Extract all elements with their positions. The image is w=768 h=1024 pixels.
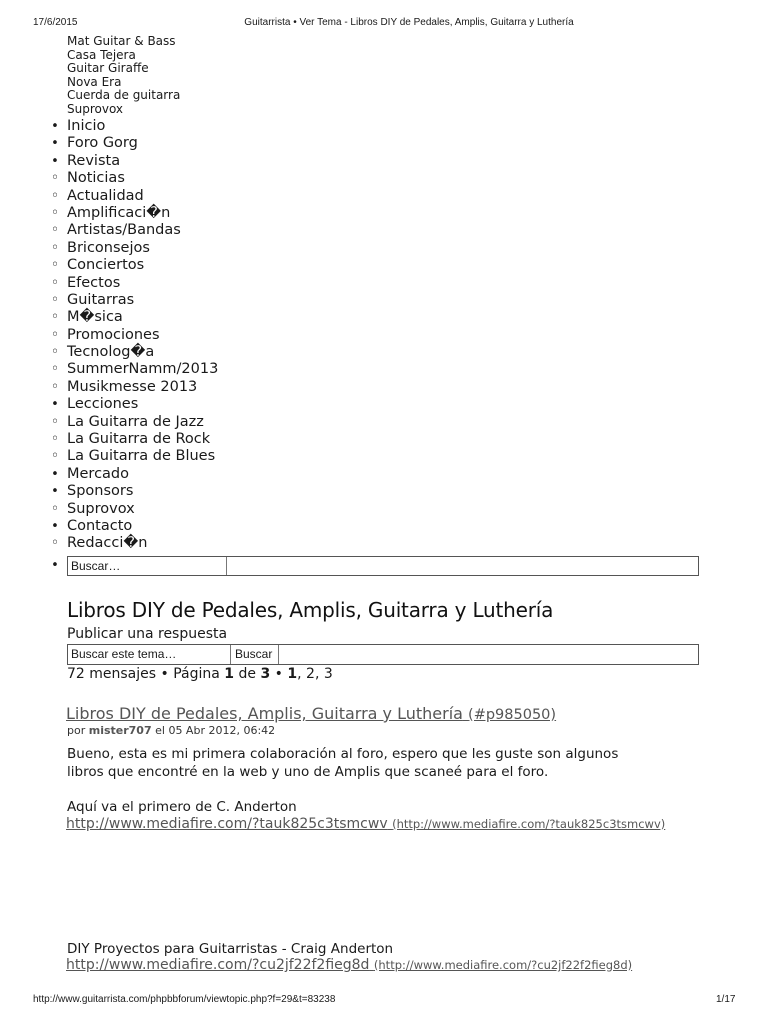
nav-item-label: Inicio [67, 118, 106, 134]
partner-list [67, 35, 180, 117]
nav-item[interactable] [49, 448, 218, 465]
list-bullet: • [51, 558, 59, 573]
nav-item-label: Foro Gorg [67, 135, 138, 152]
post-body-line: Bueno, esta es mi primera colaboración al foro, espero que les guste son algunos [67, 746, 619, 762]
topic-search-form [67, 644, 699, 665]
nav-item[interactable] [49, 466, 218, 483]
nav-item[interactable] [49, 483, 218, 500]
nav-item-label: Musikmesse 2013 [67, 378, 198, 395]
nav-item[interactable] [49, 170, 218, 187]
current-page-number: 1 [224, 666, 235, 682]
nav-item[interactable] [49, 257, 218, 274]
total-pages-number: 3 [260, 666, 271, 682]
nav-item-label: Mercado [67, 465, 130, 482]
print-url: http://www.guitarrista.com/phpbbforum/viewtopic.php?f=29&t=83238 [33, 994, 336, 1005]
list-bullet: ◦ [50, 344, 60, 361]
page-link[interactable]: 3 [323, 666, 333, 682]
list-bullet: ◦ [50, 326, 60, 343]
post-body-line: DIY Proyectos para Guitarristas - Craig Anderton [67, 941, 394, 957]
list-bullet: • [51, 153, 59, 169]
list-bullet: ◦ [50, 431, 60, 448]
nav-item-label: Conciertos [67, 257, 145, 274]
list-bullet: ◦ [50, 291, 60, 308]
nav-item[interactable] [49, 501, 218, 518]
site-search-form [67, 556, 699, 576]
download-link[interactable] [66, 816, 665, 832]
list-bullet: ◦ [50, 222, 60, 239]
pagination-separator: • [270, 666, 288, 682]
list-bullet: • [51, 119, 59, 134]
nav-item[interactable] [49, 309, 218, 326]
topic-title: Libros DIY de Pedales, Amplis, Guitarra y Luthería [67, 598, 554, 622]
list-bullet: • [51, 397, 59, 413]
nav-item-label: La Guitarra de Rock [67, 431, 211, 448]
nav-item[interactable] [49, 135, 218, 152]
list-bullet: • [51, 484, 59, 500]
download-link[interactable] [66, 957, 632, 973]
list-bullet: ◦ [50, 187, 60, 204]
list-bullet: ◦ [50, 309, 60, 326]
nav-item[interactable] [49, 414, 218, 431]
list-bullet: ◦ [50, 274, 60, 291]
list-bullet: ◦ [50, 535, 60, 552]
print-header [0, 17, 768, 31]
page-link-current: 1 [287, 666, 298, 682]
download-link-text: http://www.mediafire.com/?cu2jf22f2fieg8d [66, 957, 370, 973]
nav-item-label: M�sica [67, 309, 123, 326]
list-bullet: ◦ [50, 500, 60, 517]
partner-link[interactable]: Guitar Giraffe [67, 61, 149, 76]
nav-item-label: Suprovox [67, 500, 135, 517]
list-bullet: • [51, 518, 59, 534]
nav-item-label: Lecciones [67, 396, 139, 413]
partner-link[interactable]: Nova Era [67, 74, 122, 89]
nav-item[interactable] [49, 188, 218, 205]
download-link-url: (http://www.mediafire.com/?tauk825c3tsmcwv) [392, 817, 666, 831]
post-title-link[interactable] [66, 704, 556, 723]
nav-item-label: Noticias [67, 170, 125, 187]
topic-search-input[interactable]: Buscar este tema… [68, 645, 231, 664]
list-bullet: • [51, 466, 59, 482]
post-count-text: 72 mensajes • Página [67, 666, 225, 682]
download-link-text: http://www.mediafire.com/?tauk825c3tsmcwv [66, 816, 388, 832]
list-bullet: ◦ [50, 378, 60, 395]
partner-link[interactable]: Casa Tejera [67, 47, 136, 62]
print-document-title: Guitarrista • Ver Tema - Libros DIY de Pedales, Amplis, Guitarra y Luthería [244, 17, 574, 28]
nav-item-label: Artistas/Bandas [67, 222, 181, 239]
nav-item-label: Guitarras [67, 291, 135, 308]
list-bullet: ◦ [50, 448, 60, 465]
nav-item[interactable] [49, 118, 218, 135]
partner-link[interactable]: Suprovox [67, 101, 124, 116]
list-bullet: ◦ [50, 413, 60, 430]
nav-item-label: Sponsors [67, 483, 134, 500]
post-author-link[interactable]: mister707 [88, 724, 152, 737]
nav-item[interactable] [49, 344, 218, 361]
nav-item-label: La Guitarra de Blues [67, 448, 216, 465]
post-body-line: Aquí va el primero de C. Anderton [67, 799, 297, 815]
list-bullet: • [51, 136, 59, 152]
topic-search-button[interactable]: Buscar [232, 645, 279, 664]
nav-item[interactable] [49, 240, 218, 257]
post-reply-link[interactable]: Publicar una respuesta [67, 626, 228, 642]
nav-item-label: Efectos [67, 274, 121, 291]
nav-item-label: Redacci�n [67, 535, 148, 552]
site-search-input[interactable]: Buscar… [68, 557, 227, 575]
nav-item[interactable] [49, 222, 218, 239]
post-date: el 05 Abr 2012, 06:42 [151, 724, 276, 737]
list-bullet: ◦ [50, 361, 60, 378]
nav-item-label: Actualidad [67, 187, 144, 204]
list-bullet: ◦ [50, 204, 60, 221]
nav-item-label: Amplificaci�n [67, 204, 171, 221]
nav-item[interactable] [49, 205, 218, 222]
main-navigation [49, 118, 218, 553]
partner-link[interactable]: Cuerda de guitarra [67, 88, 181, 103]
download-link-url: (http://www.mediafire.com/?cu2jf22f2fieg8d) [373, 958, 633, 972]
post-body-line: libros que encontré en la web y uno de Amplis que scaneé para el foro. [67, 764, 549, 780]
nav-item-label: Tecnolog�a [67, 344, 155, 361]
nav-item-label: Contacto [67, 517, 133, 534]
nav-item[interactable] [49, 379, 218, 396]
print-date: 17/6/2015 [33, 17, 78, 28]
nav-item-label: Briconsejos [67, 239, 150, 256]
list-bullet: ◦ [50, 239, 60, 256]
nav-item[interactable] [49, 153, 218, 170]
nav-item[interactable] [49, 361, 218, 378]
nav-item-label: La Guitarra de Jazz [67, 413, 204, 430]
pagination-of-text: de [234, 666, 261, 682]
nav-item-label: SummerNamm/2013 [67, 361, 219, 378]
post-anchor: (#p985050) [468, 707, 557, 723]
post-meta [67, 724, 275, 737]
list-bullet: ◦ [50, 257, 60, 274]
nav-item[interactable] [49, 292, 218, 309]
print-page-number: 1/17 [716, 994, 736, 1005]
post-title-text: Libros DIY de Pedales, Amplis, Guitarra y Luthería [66, 704, 463, 723]
nav-item-label: Revista [67, 152, 121, 169]
nav-item-label: Promociones [67, 326, 160, 343]
nav-item[interactable] [49, 396, 218, 413]
nav-item[interactable] [49, 431, 218, 448]
nav-item[interactable] [49, 535, 218, 552]
pagination-comma: , [314, 666, 324, 682]
nav-item[interactable] [49, 327, 218, 344]
pagination [67, 666, 333, 682]
post-meta-prefix: por [67, 724, 89, 737]
nav-item[interactable] [49, 275, 218, 292]
partner-link[interactable]: Mat Guitar & Bass [67, 34, 176, 48]
pagination-comma: , [297, 666, 307, 682]
page-link[interactable]: 2 [306, 666, 315, 682]
list-bullet: ◦ [50, 170, 60, 187]
nav-item[interactable] [49, 518, 218, 535]
